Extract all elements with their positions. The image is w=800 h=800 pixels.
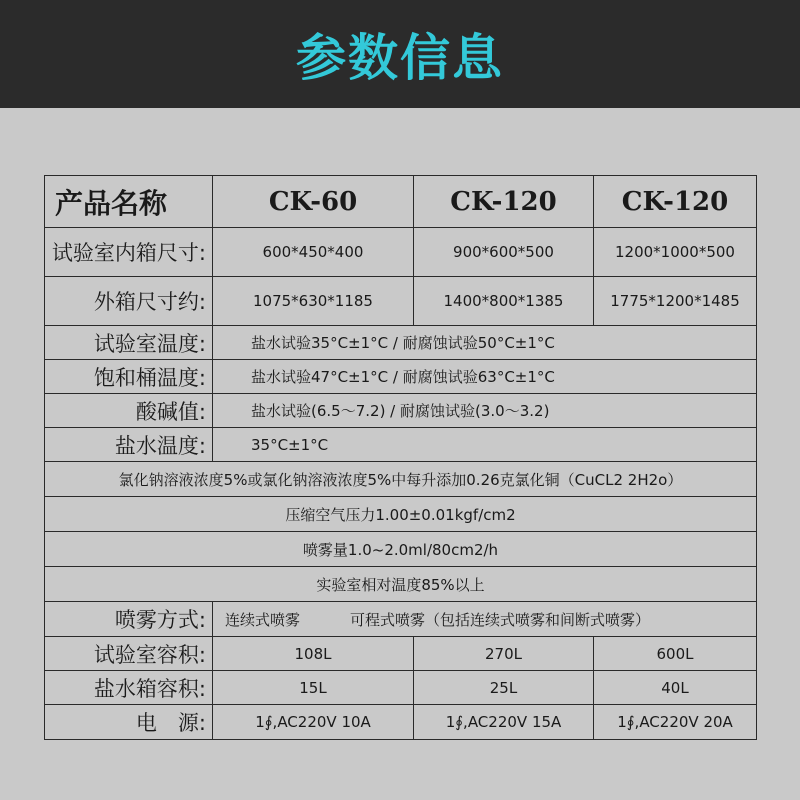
row-label: 盐水温度:	[45, 428, 213, 462]
table-row	[45, 277, 757, 326]
table-row-full	[45, 532, 757, 567]
product-name-label: 产品名称	[45, 176, 213, 228]
row-value: 25L	[414, 671, 594, 705]
table-row	[45, 326, 757, 360]
row-label: 喷雾方式:	[45, 602, 213, 637]
table-row-models	[45, 176, 757, 228]
table-row	[45, 360, 757, 394]
table-row	[45, 705, 757, 740]
row-value: 盐水试验(6.5～7.2) / 耐腐蚀试验(3.0～3.2)	[213, 394, 757, 428]
row-value: 1∮,AC220V 20A	[594, 705, 757, 740]
table-row-full	[45, 497, 757, 532]
row-value: 1775*1200*1485	[594, 277, 757, 326]
spray-option-programmable: 可程式喷雾（包括连续式喷雾和间断式喷雾）	[350, 610, 651, 629]
page-title: 参数信息	[296, 29, 504, 87]
row-label: 饱和桶温度:	[45, 360, 213, 394]
row-value: 15L	[213, 671, 414, 705]
model-cell: CK-120	[414, 176, 594, 228]
row-label: 试验室内箱尺寸:	[45, 228, 213, 277]
table-row	[45, 671, 757, 705]
table-row-full	[45, 462, 757, 497]
table-row	[45, 428, 757, 462]
row-value: 270L	[414, 637, 594, 671]
row-value: 1∮,AC220V 10A	[213, 705, 414, 740]
row-label: 外箱尺寸约:	[45, 277, 213, 326]
row-value: 600*450*400	[213, 228, 414, 277]
row-value: 1075*630*1185	[213, 277, 414, 326]
row-label: 盐水箱容积:	[45, 671, 213, 705]
table-row	[45, 602, 757, 637]
row-value: 35°C±1°C	[213, 428, 757, 462]
full-row-value: 氯化钠溶液浓度5%或氯化钠溶液浓度5%中每升添加0.26克氯化铜（CuCL2 2H2o）	[45, 462, 757, 497]
table-row	[45, 394, 757, 428]
row-label: 酸碱值:	[45, 394, 213, 428]
row-label: 电 源:	[45, 705, 213, 740]
row-value: 1400*800*1385	[414, 277, 594, 326]
full-row-value: 实验室相对温度85%以上	[45, 567, 757, 602]
table-row	[45, 228, 757, 277]
spray-option-continuous: 连续式喷雾	[225, 610, 301, 629]
row-value: 1200*1000*500	[594, 228, 757, 277]
row-value: 1∮,AC220V 15A	[414, 705, 594, 740]
model-cell: CK-120	[594, 176, 757, 228]
spec-table	[44, 175, 757, 740]
row-value: 600L	[594, 637, 757, 671]
row-value: 40L	[594, 671, 757, 705]
row-value: 盐水试验35°C±1°C / 耐腐蚀试验50°C±1°C	[213, 326, 757, 360]
row-label: 试验室温度:	[45, 326, 213, 360]
row-label: 试验室容积:	[45, 637, 213, 671]
full-row-value: 压缩空气压力1.00±0.01kgf/cm2	[45, 497, 757, 532]
header-banner	[0, 0, 800, 108]
row-value: 900*600*500	[414, 228, 594, 277]
model-cell: CK-60	[213, 176, 414, 228]
row-value: 108L	[213, 637, 414, 671]
table-row	[45, 637, 757, 671]
full-row-value: 喷雾量1.0~2.0ml/80cm2/h	[45, 532, 757, 567]
table-row-full	[45, 567, 757, 602]
row-value: 盐水试验47°C±1°C / 耐腐蚀试验63°C±1°C	[213, 360, 757, 394]
spray-mode-value	[213, 602, 757, 637]
